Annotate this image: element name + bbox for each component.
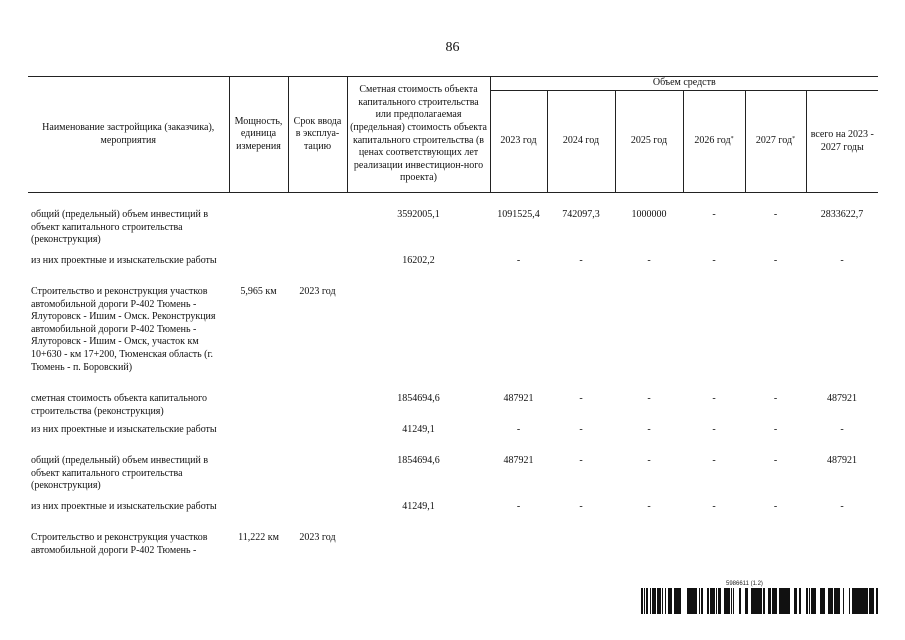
cell-2026: [683, 286, 745, 393]
table-row: [28, 255, 878, 286]
cell-2023: [490, 286, 547, 393]
cell-2025: -: [647, 501, 651, 512]
table-row: [28, 393, 878, 424]
cell-2026: -: [712, 424, 716, 435]
cell-capacity: 11,222 км: [238, 532, 279, 543]
page-number: 86: [445, 40, 460, 55]
cell-total: [806, 286, 878, 393]
barcode-icon: [640, 588, 878, 614]
table-row: [28, 424, 878, 455]
header-year-2024: 2024 год: [547, 91, 615, 193]
cell-capacity: [229, 209, 288, 255]
cell-2026: -: [712, 501, 716, 512]
cell-cost: 41249,1: [402, 501, 435, 512]
cell-term: 2023 год: [299, 532, 336, 543]
cell-2024: [547, 532, 615, 564]
table-body: [28, 193, 878, 565]
cell-2023: [490, 532, 547, 564]
cell-name: из них проектные и изыскательские работы: [31, 501, 217, 512]
cell-cost: 41249,1: [402, 424, 435, 435]
footnote-mark-2026: *: [730, 136, 734, 143]
header-funds: Объем средств: [490, 77, 878, 91]
cell-2024: -: [579, 255, 583, 266]
cell-2027: -: [773, 255, 778, 266]
cell-2027: -: [773, 501, 778, 512]
cell-cost: 1854694,6: [397, 393, 440, 404]
cell-cost: 3592005,1: [397, 209, 440, 220]
header-year-2026-label: 2026 год: [694, 135, 731, 147]
cell-term: 2023 год: [299, 286, 336, 297]
cell-term: [288, 455, 347, 501]
cell-2026: -: [712, 455, 716, 466]
cell-2023: -: [516, 255, 521, 266]
cell-2025: [615, 532, 683, 564]
cell-2025: -: [647, 255, 651, 266]
spacer-row: [28, 193, 878, 210]
investment-table: [28, 76, 878, 564]
cell-cost: [347, 532, 490, 564]
cell-name: общий (предельный) объем инвестиций в объект капитального строительства (реконструкция): [31, 209, 209, 246]
cell-2023: -: [516, 501, 521, 512]
header-year-2023: 2023 год: [490, 91, 547, 193]
cell-name: общий (предельный) объем инвестиций в объект капитального строительства (реконструкция): [31, 455, 209, 492]
cell-capacity: [229, 255, 288, 286]
investment-table-container: [28, 76, 878, 564]
cell-cost: 16202,2: [402, 255, 435, 266]
cell-total: 2833622,7: [820, 209, 864, 220]
table-row: [28, 532, 878, 564]
cell-2026: -: [712, 209, 716, 220]
header-capacity: Мощность, единица измерения: [229, 77, 288, 193]
table-row: [28, 455, 878, 501]
cell-total: -: [840, 255, 844, 266]
header-year-2025: 2025 год: [615, 91, 683, 193]
cell-2023: 487921: [503, 393, 534, 404]
cell-total: -: [840, 424, 844, 435]
cell-2024: -: [579, 501, 583, 512]
cell-2023: 487921: [503, 455, 534, 466]
cell-term: [288, 424, 347, 455]
cell-term: [288, 393, 347, 424]
table-row: [28, 286, 878, 393]
cell-2027: [745, 532, 806, 564]
cell-2026: -: [712, 255, 716, 266]
table-row: [28, 209, 878, 255]
cell-capacity: [229, 501, 288, 532]
cell-capacity: [229, 393, 288, 424]
cell-2024: [547, 286, 615, 393]
table-row: [28, 501, 878, 532]
cell-2025: -: [647, 393, 651, 404]
cell-2024: -: [579, 455, 583, 466]
cell-capacity: [229, 424, 288, 455]
cell-2027: -: [773, 209, 778, 220]
cell-total: -: [840, 501, 844, 512]
cell-2027: [745, 286, 806, 393]
cell-name: из них проектные и изыскательские работы: [31, 255, 217, 266]
header-year-2027: [745, 91, 806, 193]
cell-2025: -: [647, 455, 651, 466]
cell-2024: -: [579, 424, 583, 435]
cell-2023: -: [516, 424, 521, 435]
cell-name: Строительство и реконструкция участков автомобильной дороги Р-402 Тюмень - Ялуторовск - Ишим - Омск. Реконструкция автомобильной дороги Р-402 Тюмень - Ялуторовск - Ишим - Омск, участок км 10+630 - км 17+200, Тюменская область (г. Тюмень - п. Боровский): [31, 286, 216, 373]
cell-2025: 1000000: [631, 209, 667, 220]
barcode-label: 5986611 (1.2): [726, 581, 763, 587]
cell-capacity: 5,965 км: [240, 286, 277, 297]
cell-term: [288, 209, 347, 255]
cell-total: [806, 532, 878, 564]
spacer-cell: [28, 193, 878, 210]
header-cost: Сметная стоимость объекта капитального строительства или предполагаемая (предельная) стоимость объекта капитального строительства (в ценах соответствующих лет реализации инвестицион-ного проекта): [347, 77, 490, 193]
cell-total: 487921: [827, 455, 858, 466]
cell-name: из них проектные и изыскательские работы: [31, 424, 217, 435]
cell-term: [288, 255, 347, 286]
cell-2027: -: [773, 393, 778, 404]
cell-name: Строительство и реконструкция участков автомобильной дороги Р-402 Тюмень -: [31, 532, 208, 556]
header-year-2026: [683, 91, 745, 193]
cell-capacity: [229, 455, 288, 501]
cell-2023: 1091525,4: [497, 209, 540, 220]
cell-2025: [615, 286, 683, 393]
cell-2026: [683, 532, 745, 564]
cell-2024: -: [579, 393, 583, 404]
cell-cost: [347, 286, 490, 393]
cell-2025: -: [647, 424, 651, 435]
cell-term: [288, 501, 347, 532]
footnote-mark-2027: *: [792, 136, 796, 143]
cell-name: сметная стоимость объекта капитального строительства (реконструкция): [31, 393, 208, 417]
cell-2026: -: [712, 393, 716, 404]
cell-cost: 1854694,6: [397, 455, 440, 466]
header-term: Срок ввода в эксплуа-тацию: [288, 77, 347, 193]
cell-total: 487921: [827, 393, 858, 404]
cell-2024: 742097,3: [562, 209, 600, 220]
header-total: всего на 2023 - 2027 годы: [806, 91, 878, 193]
header-year-2027-label: 2027 год: [755, 135, 793, 147]
cell-2027: -: [773, 455, 778, 466]
cell-2027: -: [773, 424, 778, 435]
table-header: [28, 77, 878, 193]
header-name: Наименование застройщика (заказчика), мероприятия: [28, 77, 229, 193]
